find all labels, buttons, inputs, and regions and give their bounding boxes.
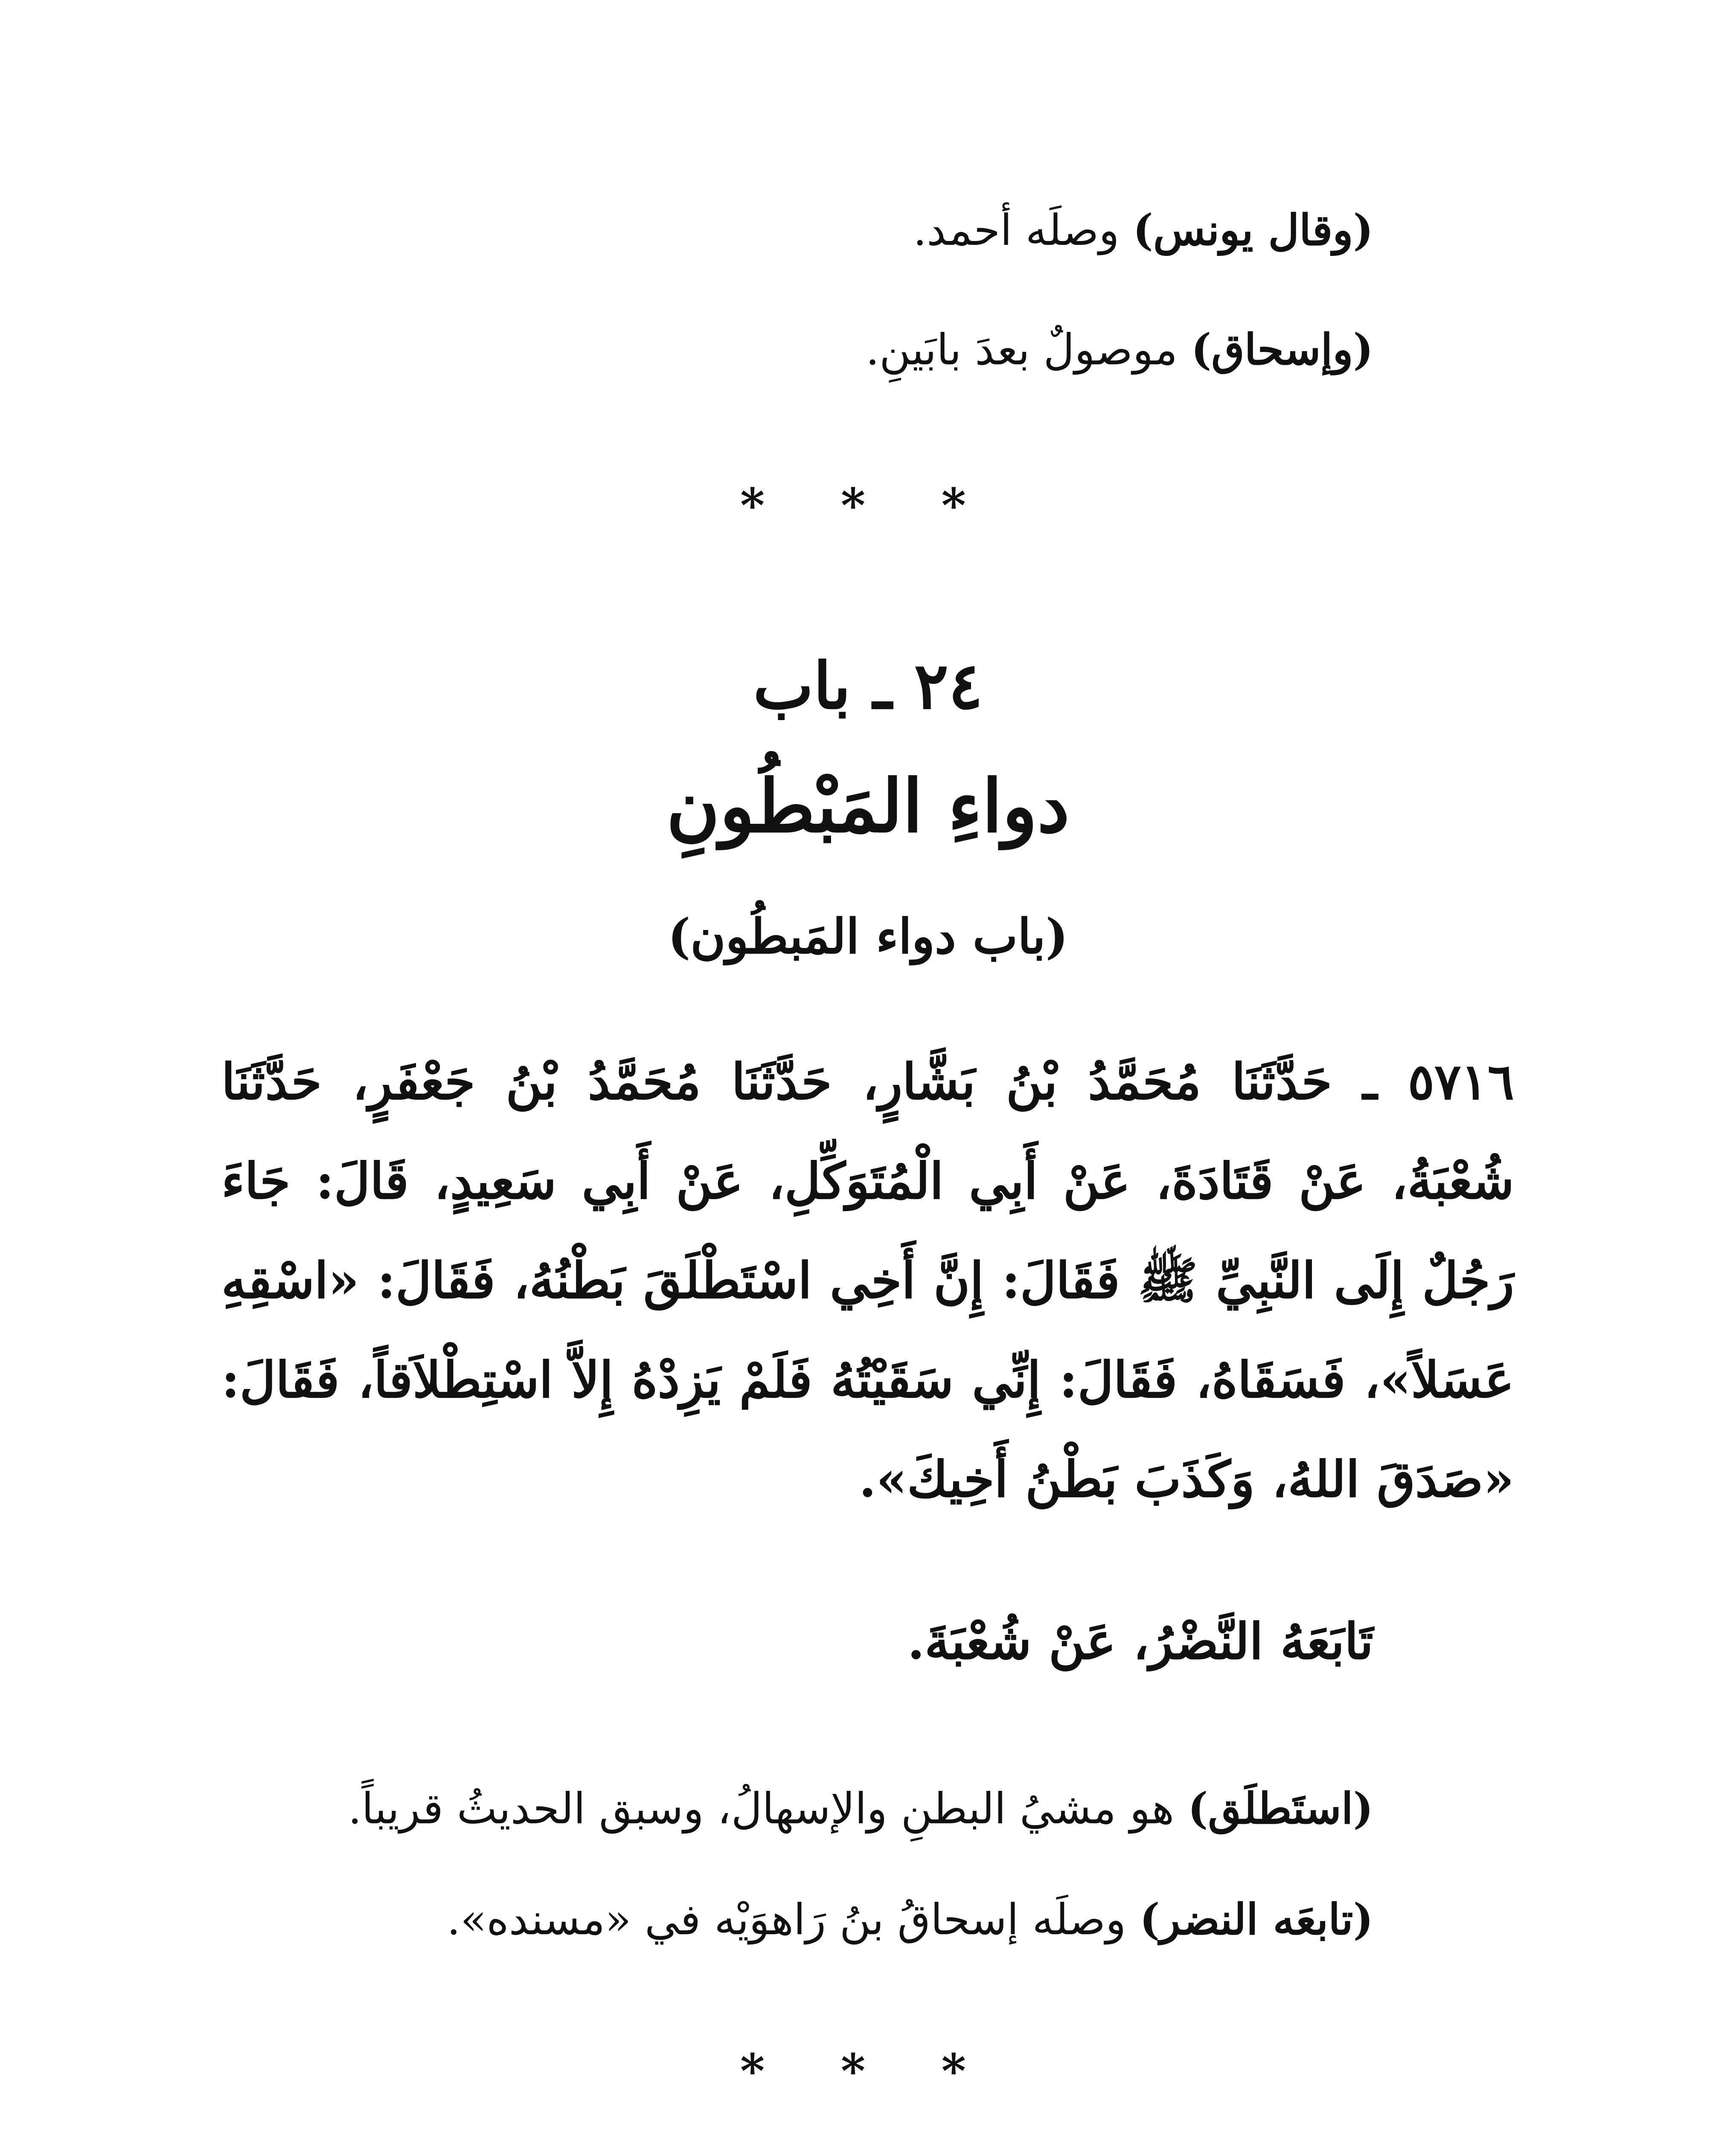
commentary-line-nadr xyxy=(447,1894,1373,1944)
commentary-text: وصلَه أحمد. xyxy=(913,205,1133,255)
commentary-line-istatlaq xyxy=(348,1783,1373,1834)
commentary-text: وصلَه إسحاقُ بنُ رَاهوَيْه في «مسنده». xyxy=(447,1895,1140,1944)
commentary-line-ishaq xyxy=(866,324,1373,375)
commentary-line-yunus xyxy=(913,205,1373,255)
mutaba-line: تَابَعَهُ النَّضْرُ، عَنْ شُعْبَةَ. xyxy=(907,1613,1373,1671)
chapter-subtitle: (باب دواء المَبطُون) xyxy=(668,909,1068,965)
commentary-text: هو مشيُ البطنِ والإسهالُ، وسبق الحديثُ قريباً. xyxy=(348,1784,1188,1834)
hadith-text: ٥٧١٦ ـ حَدَّثَنَا مُحَمَّدُ بْنُ بَشَّارٍ، حَدَّثَنَا مُحَمَّدُ بْنُ جَعْفَرٍ، حَدَّثَنَا شُعْبَةُ، عَنْ قَتَادَةَ، عَنْ أَبِي الْمُتَوَكِّلِ، عَنْ أَبِي سَعِيدٍ، قَالَ: جَاءَ رَجُلٌ إِلَى النَّبِيِّ ﷺ فَقَالَ: إِنَّ أَخِي اسْتَطْلَقَ بَطْنُهُ، فَقَالَ: «اسْقِهِ عَسَلاً»، فَسَقَاهُ، فَقَالَ: إِنِّي سَقَيْتُهُ فَلَمْ يَزِدْهُ إِلاَّ اسْتِطْلاَقاً، فَقَالَ: «صَدَقَ اللهُ، وَكَذَبَ بَطْنُ أَخِيكَ». xyxy=(221,1053,1514,1508)
section-separator-top: * * * xyxy=(740,478,996,533)
chapter-title: دواءِ المَبْطُونِ xyxy=(666,764,1070,849)
chapter-number: ٢٤ ـ باب xyxy=(753,648,983,724)
commentary-text: موصولٌ بعدَ بابَينِ. xyxy=(866,325,1191,375)
commentary-label: (استَطلَق) xyxy=(1188,1783,1373,1834)
commentary-label: (تابعَه النضر) xyxy=(1140,1894,1373,1944)
commentary-label: (وإسحاق) xyxy=(1191,324,1373,375)
section-separator-bottom: * * * xyxy=(740,2043,996,2098)
commentary-label: (وقال يونس) xyxy=(1133,205,1373,255)
